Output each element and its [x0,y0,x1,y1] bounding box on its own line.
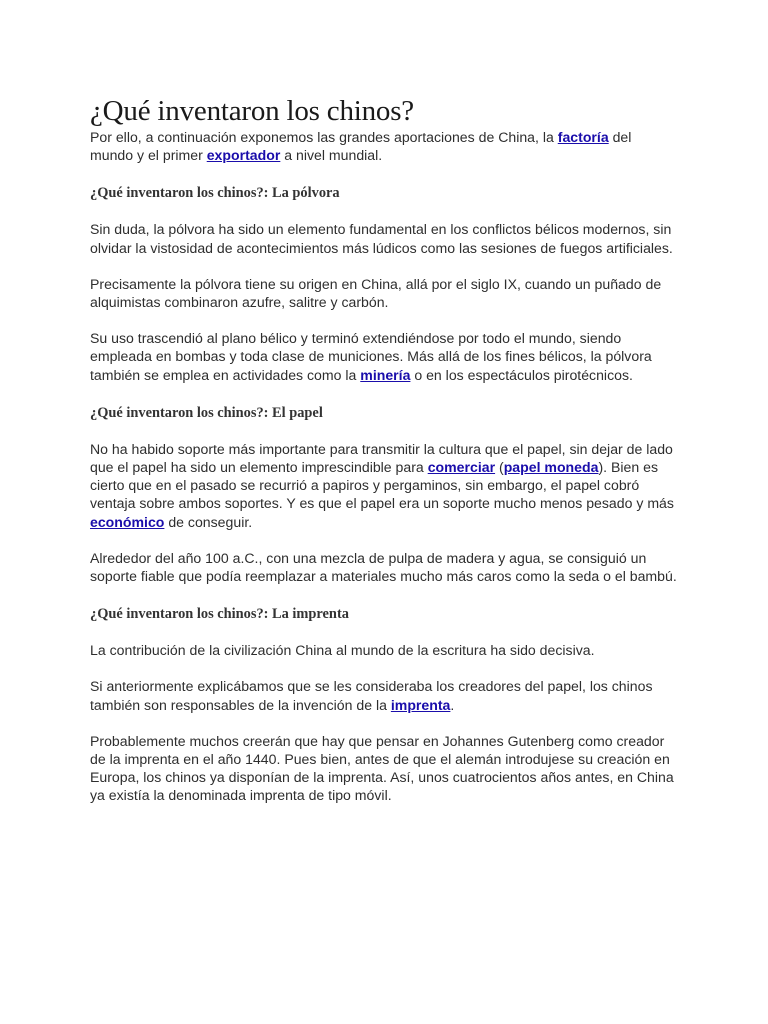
heading-polvora: ¿Qué inventaron los chinos?: La pólvora [90,185,340,202]
imprenta-paragraph-2: Si anteriormente explicábamos que se les consideraba los creadores del papel, los chinos también son responsables de la invención de la imprenta. [90,678,653,713]
heading-imprenta: ¿Qué inventaron los chinos?: La imprenta [90,606,349,623]
heading-papel: ¿Qué inventaron los chinos?: El papel [90,404,323,421]
polvora-paragraph-1: Sin duda, la pólvora ha sido un elemento fundamental en los conflictos bélicos modernos, sin olvidar la vistosidad de acontecimientos más lúdicos como las sesiones de fuegos artificiales. [90,221,673,256]
papel-paragraph-2: Alrededor del año 100 a.C., con una mezcla de pulpa de madera y agua, se consiguió un soporte fiable que podía reemplazar a materiales mucho más caros como la seda o el bambú. [90,549,677,585]
page-title: ¿Qué inventaron los chinos? [90,95,414,127]
intro-paragraph: Por ello, a continuación exponemos las grandes aportaciones de China, la factoría del mundo y el primer exportador a nivel mundial. [90,129,632,164]
polvora-paragraph-2: Precisamente la pólvora tiene su origen en China, allá por el siglo IX, cuando un puñado de alquimistas combinaron azufre, salitre y carbón. [90,275,662,311]
link-mineria[interactable]: minería [360,366,411,383]
link-imprenta[interactable]: imprenta [390,696,451,713]
papel-paragraph-1: No ha habido soporte más importante para transmitir la cultura que el papel, sin dejar de lado que el papel ha sido un elemento imprescindible para comerciar (papel moneda). Bien es cierto que en el pasado se recurrió a papiros y pergaminos, sin embargo, el papel cobró ventaja sobre ambos soportes. Y es que el papel era un soporte mucho menos pesado y más económico de conseguir. [90,440,674,530]
link-comerciar[interactable]: comerciar [427,459,496,476]
polvora-paragraph-3: Su uso trascendió al plano bélico y terminó extendiéndose por todo el mundo, siendo empleada en bombas y toda clase de municiones. Más allá de los fines bélicos, la pólvora también se emplea en actividades como la minería o en los espectáculos pirotécnicos. [90,330,652,383]
link-exportador[interactable]: exportador [206,147,281,164]
link-papel-moneda[interactable]: papel moneda [503,459,599,476]
imprenta-paragraph-3: Probablemente muchos creerán que hay que pensar en Johannes Gutenberg como creador de la imprenta en el año 1440. Pues bien, antes de que el alemán introdujese su creación en Europa, los chinos ya disponían de la imprenta. Así, unos cuatrocientos años antes, en China ya existía la denominada imprenta de tipo móvil. [90,732,674,804]
link-economico[interactable]: económico [90,513,165,530]
link-factoria[interactable]: factoría [557,129,609,145]
imprenta-paragraph-1: La contribución de la civilización China al mundo de la escritura ha sido decisiva. [90,642,595,659]
